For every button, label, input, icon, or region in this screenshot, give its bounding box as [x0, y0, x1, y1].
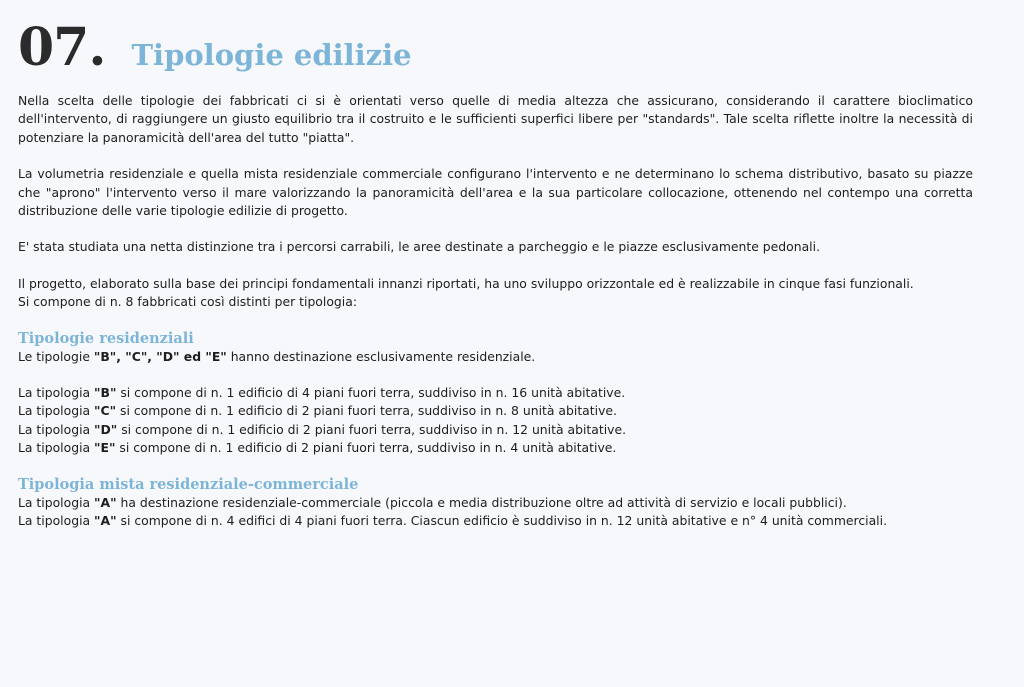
section-heading-residential: Tipologie residenziali: [18, 329, 194, 347]
intro-paragraph-1: Nella scelta delle tipologie dei fabbricati ci si è orientati verso quelle di media altezza che assicurano, considerando il carattere bioclimatico dell'intervento, di raggiungere un giusto equilibrio tra il costruito e le sufficienti superfici libere per "standards". Tale scelta riflette inoltre la necessità di potenziare la panoramicità dell'area del tutto "piatta".: [18, 93, 973, 145]
intro-paragraph-4-line-1: Il progetto, elaborato sulla base dei principi fondamentali innanzi riportati, ha uno sviluppo orizzontale ed è realizzabile in cinque fasi funzionali.: [18, 275, 914, 291]
page-header: [18, 17, 412, 78]
residential-item-b: La tipologia "B" si compone di n. 1 edificio di 4 piani fuori terra, suddiviso in n. 16 unità abitative.: [18, 385, 626, 401]
residential-summary: Le tipologie "B", "C", "D" ed "E" hanno destinazione esclusivamente residenziale.: [18, 348, 536, 364]
residential-item-d: La tipologia "D" si compone di n. 1 edificio di 2 piani fuori terra, suddiviso in n. 12 unità abitative.: [18, 421, 627, 437]
section-heading-mixed: Tipologia mista residenziale-commerciale: [18, 475, 359, 493]
page-title: Tipologie edilizie: [131, 38, 412, 72]
mixed-item-composition: La tipologia "A" si compone di n. 4 edifici di 4 piani fuori terra. Ciascun edificio è suddiviso in n. 12 unità abitative e n° 4 unità commerciali.: [18, 513, 888, 529]
intro-paragraph-2: La volumetria residenziale e quella mista residenziale commerciale configurano l'intervento e ne determinano lo schema distributivo, basato su piazze che "aprono" l'intervento verso il mare valorizzando la panoramicità dell'area e la sua particolare collocazione, ottenendo nel contempo una corretta distribuzione delle varie tipologie edilizie di progetto.: [18, 166, 973, 219]
residential-item-c: La tipologia "C" si compone di n. 1 edificio di 2 piani fuori terra, suddiviso in n. 8 unità abitative.: [18, 403, 617, 419]
mixed-item-destination: La tipologia "A" ha destinazione residenziale-commerciale (piccola e media distribuzione oltre ad attività di servizio e locali pubblici).: [18, 494, 847, 510]
chapter-number: 07.: [18, 17, 106, 78]
residential-item-e: La tipologia "E" si compone di n. 1 edificio di 2 piani fuori terra, suddiviso in n. 4 unità abitative.: [18, 440, 617, 456]
intro-paragraph-4-line-2: Si compone di n. 8 fabbricati così distinti per tipologia:: [18, 294, 357, 310]
document-body: [18, 92, 973, 531]
intro-paragraph-3: E' stata studiata una netta distinzione tra i percorsi carrabili, le aree destinate a parcheggio e le piazze esclusivamente pedonali.: [18, 239, 821, 255]
